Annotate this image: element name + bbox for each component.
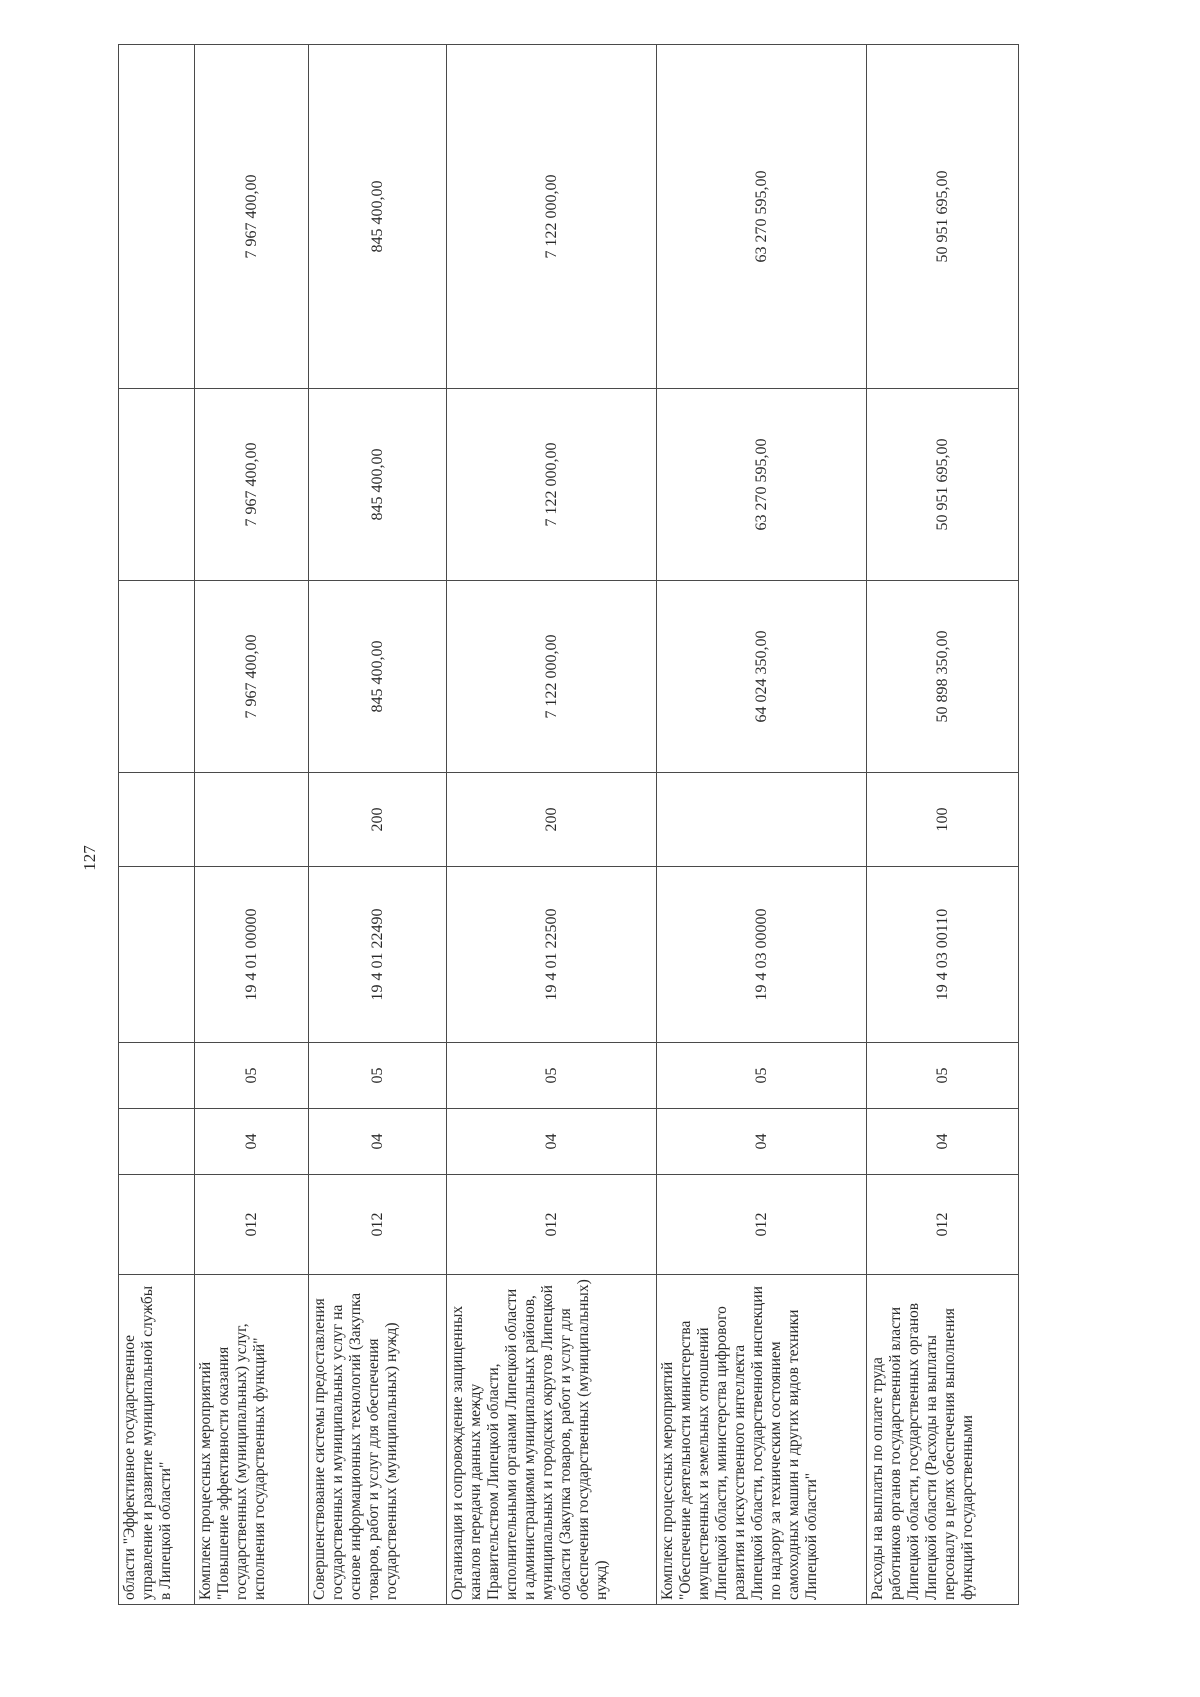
sum-year2-cell: 845 400,00 — [309, 389, 447, 581]
sum-year3-cell: 50 951 695,00 — [867, 45, 1019, 389]
subsection-code-cell: 05 — [195, 1043, 309, 1109]
target-article-cell: 19 4 01 00000 — [195, 867, 309, 1043]
section-code-cell — [119, 1109, 195, 1175]
sum-year1-cell — [119, 581, 195, 773]
sum-year3-cell: 7 967 400,00 — [195, 45, 309, 389]
expense-type-cell: 200 — [309, 773, 447, 867]
row-name-cell: Комплекс процессных мероприятий "Повышение эффективности оказания государственных (муниципальных) услуг, исполнения государственных функций" — [195, 1275, 309, 1605]
sum-year2-cell — [119, 389, 195, 581]
target-article-cell — [119, 867, 195, 1043]
ministry-code-cell: 012 — [867, 1175, 1019, 1275]
subsection-code-cell — [119, 1043, 195, 1109]
sum-year2-cell: 7 122 000,00 — [447, 389, 657, 581]
target-article-cell: 19 4 03 00110 — [867, 867, 1019, 1043]
row-name-cell: области "Эффективное государственное управление и развитие муниципальной службы в Липецкой области" — [119, 1275, 195, 1605]
expense-type-cell — [657, 773, 867, 867]
target-article-cell: 19 4 03 00000 — [657, 867, 867, 1043]
ministry-code-cell — [119, 1175, 195, 1275]
section-code-cell: 04 — [657, 1109, 867, 1175]
ministry-code-cell: 012 — [447, 1175, 657, 1275]
subsection-code-cell: 05 — [309, 1043, 447, 1109]
section-code-cell: 04 — [447, 1109, 657, 1175]
table-row — [867, 45, 1019, 1605]
sum-year1-cell: 64 024 350,00 — [657, 581, 867, 773]
sum-year3-cell: 845 400,00 — [309, 45, 447, 389]
rotated-page-content — [118, 45, 1018, 1605]
sum-year1-cell: 845 400,00 — [309, 581, 447, 773]
subsection-code-cell: 05 — [867, 1043, 1019, 1109]
section-code-cell: 04 — [195, 1109, 309, 1175]
page-number: 127 — [80, 845, 99, 871]
sum-year2-cell: 63 270 595,00 — [657, 389, 867, 581]
row-name-cell: Комплекс процессных мероприятий "Обеспечение деятельности министерства имущественных и земельных отношений Липецкой области, министерства цифрового развития и искусственного интеллекта Липецкой области, государственной инспекции по надзору за техническим состоянием самоходных машин и других видов техники Липецкой области" — [657, 1275, 867, 1605]
budget-table — [118, 44, 1019, 1605]
sum-year3-cell: 7 122 000,00 — [447, 45, 657, 389]
target-article-cell: 19 4 01 22490 — [309, 867, 447, 1043]
ministry-code-cell: 012 — [195, 1175, 309, 1275]
row-name-cell: Расходы на выплаты по оплате труда работников органов государственной власти Липецкой области, государственных органов Липецкой области (Расходы на выплаты персоналу в целях обеспечения выполнения функций государственными — [867, 1275, 1019, 1605]
sum-year3-cell: 63 270 595,00 — [657, 45, 867, 389]
table-row — [447, 45, 657, 1605]
section-code-cell: 04 — [309, 1109, 447, 1175]
expense-type-cell — [195, 773, 309, 867]
expense-type-cell: 200 — [447, 773, 657, 867]
table-row — [657, 45, 867, 1605]
target-article-cell: 19 4 01 22500 — [447, 867, 657, 1043]
sum-year1-cell: 7 122 000,00 — [447, 581, 657, 773]
row-name-cell: Совершенствование системы предоставления государственных и муниципальных услуг на основе информационных технологий (Закупка товаров, работ и услуг для обеспечения государственных (муниципальных) нужд) — [309, 1275, 447, 1605]
ministry-code-cell: 012 — [309, 1175, 447, 1275]
sum-year2-cell: 50 951 695,00 — [867, 389, 1019, 581]
table-row — [195, 45, 309, 1605]
sum-year3-cell — [119, 45, 195, 389]
expense-type-cell: 100 — [867, 773, 1019, 867]
ministry-code-cell: 012 — [657, 1175, 867, 1275]
subsection-code-cell: 05 — [657, 1043, 867, 1109]
table-row — [119, 45, 195, 1605]
row-name-cell: Организация и сопровождение защищенных каналов передачи данных между Правительством Липецкой области, исполнительными органами Липецкой области и администрациями муниципальных районов, муниципальных и городских округов Липецкой области (Закупка товаров, работ и услуг для обеспечения государственных (муниципальных) нужд) — [447, 1275, 657, 1605]
sum-year1-cell: 50 898 350,00 — [867, 581, 1019, 773]
table-row — [309, 45, 447, 1605]
subsection-code-cell: 05 — [447, 1043, 657, 1109]
sum-year1-cell: 7 967 400,00 — [195, 581, 309, 773]
section-code-cell: 04 — [867, 1109, 1019, 1175]
sum-year2-cell: 7 967 400,00 — [195, 389, 309, 581]
expense-type-cell — [119, 773, 195, 867]
